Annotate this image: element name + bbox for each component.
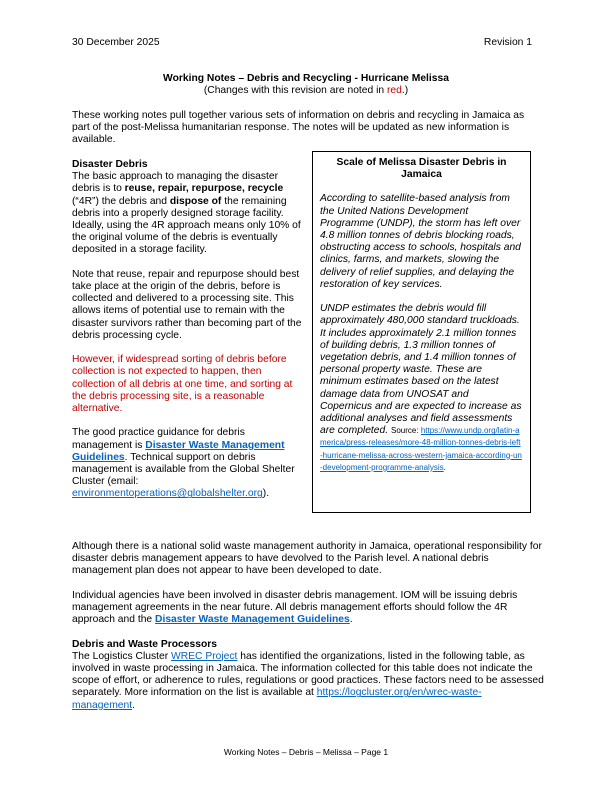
disaster-debris-section <box>72 159 304 513</box>
section-heading-disaster-debris: Disaster Debris <box>72 159 148 170</box>
document-subtitle <box>0 85 612 97</box>
guidelines-link[interactable]: Disaster Waste Management Guidelines <box>72 439 285 463</box>
box-paragraph-undp-estimates <box>320 303 523 474</box>
text-span: ). <box>262 488 270 500</box>
source-link[interactable]: https://www.undp.org/latin-america/press-releases/more-48-million-tonnes-debris-left-hurricane-melissa-across-western-jamaica-according-un-development-programme-analysis <box>320 426 522 472</box>
sorting-alternative-paragraph: However, if widespread sorting of debris before collection is not expected to happen, then collection of all debris at one time, and sorting at the debris processing site, is a reasonable alternative. <box>72 354 293 415</box>
text-span: The Logistics Cluster <box>72 650 172 662</box>
intro-paragraph: These working notes pull together various sets of information on debris and recycling in Jamaica as part of the post-Melissa humanitarian response. The notes will be updated as new information is available. <box>72 110 525 146</box>
debris-approach-paragraph <box>72 171 304 256</box>
header-date: 30 December 2025 <box>72 37 160 48</box>
reuse-origin-paragraph: Note that reuse, repair and repurpose should best take place at the origin of the debris, before is collected and delivered to a processing site. This allows items of potential use to remain with the disaster survivors rather than becoming part of the debris processing cycle. <box>72 268 302 341</box>
section-heading-processors: Debris and Waste Processors <box>72 638 217 650</box>
text-span: The basic approach to managing the disaster debris is to <box>72 171 279 195</box>
subtitle-before: (Changes with this revision are noted in <box>203 85 387 96</box>
source-label: Source: <box>391 426 419 436</box>
text-span: . <box>349 614 353 626</box>
box-paragraph-undp-analysis: According to satellite-based analysis from the United Nations Development Programme (UNDP), the storm has left over 4.8 million tonnes of debris blocking roads, obstructing access to schools, hospitals and clinics, farms, and markets, slowing the delivery of relief supplies, and delaying the restoration of key services. <box>320 193 521 290</box>
subtitle-after: .) <box>401 85 409 96</box>
wrec-project-link[interactable]: WREC Project <box>171 650 238 662</box>
main-body-section <box>72 541 544 724</box>
text-span: The good practice guidance for debris management is <box>72 427 245 451</box>
subtitle-red-word: red <box>386 85 402 96</box>
bold-dispose-of: dispose of <box>169 195 222 207</box>
box-title: Scale of Melissa Disaster Debris in Jamaica <box>336 157 507 181</box>
text-span: Individual agencies have been involved in disaster debris management. IOM will be issuing debris management agreements in the near future. All debris management efforts should follow the 4R approach and the <box>72 589 518 626</box>
document-title: Working Notes – Debris and Recycling - Hurricane Melissa <box>163 73 449 84</box>
guidelines-link-2[interactable]: Disaster Waste Management Guidelines <box>155 614 350 626</box>
logcluster-link[interactable]: https://logcluster.org/en/wrec-waste-management <box>72 687 482 711</box>
text-span: has identified the organizations, listed in the following table, as involved in waste processing in Jamaica. The information collected for this table does not indicate the scope of effort, or adherence to rules, regulations or good practices. These factors need to be assessed separately. More information on the list is available at <box>72 650 544 699</box>
text-span: . <box>443 462 446 472</box>
text-span: the remaining debris into a properly designed storage facility. Ideally, using the 4R approach means only 10% of the original volume of the debris is eventually deposited in a storage facility. <box>72 195 301 256</box>
text-span: . Technical support on debris management is available from the Global Shelter Cluster (email: <box>72 451 295 488</box>
national-authority-paragraph: Although there is a national solid waste management authority in Jamaica, operational responsibility for disaster debris management appears to have devolved to the Parish level. A national debris management plan does not appear to have been developed to date. <box>72 541 542 577</box>
text-span: (“4R”) the debris and <box>72 195 170 207</box>
guidance-paragraph <box>72 427 304 500</box>
email-link[interactable]: environmentoperations@globalshelter.org <box>72 488 263 500</box>
page-footer: Working Notes – Debris – Melissa – Page 1 <box>223 747 389 757</box>
processors-paragraph <box>72 651 544 712</box>
header-revision: Revision 1 <box>483 37 532 48</box>
text-span: . <box>132 699 135 711</box>
bold-4r-terms: reuse, repair, repurpose, recycle <box>124 183 284 195</box>
text-span: UNDP estimates the debris would fill approximately 480,000 standard truckloads. It includes approximately 2.1 million tonnes of building debris, 1.3 million tonnes of vegetation debris, and 1.4 million tonnes of personal property waste. These are minimum estimates based on the latest damage data from UNOSAT and Copernicus and are expected to increase as additional analyses and field assessments are completed. <box>320 303 522 437</box>
agencies-paragraph <box>72 590 544 627</box>
sidebar-box-debris-scale <box>312 151 531 513</box>
